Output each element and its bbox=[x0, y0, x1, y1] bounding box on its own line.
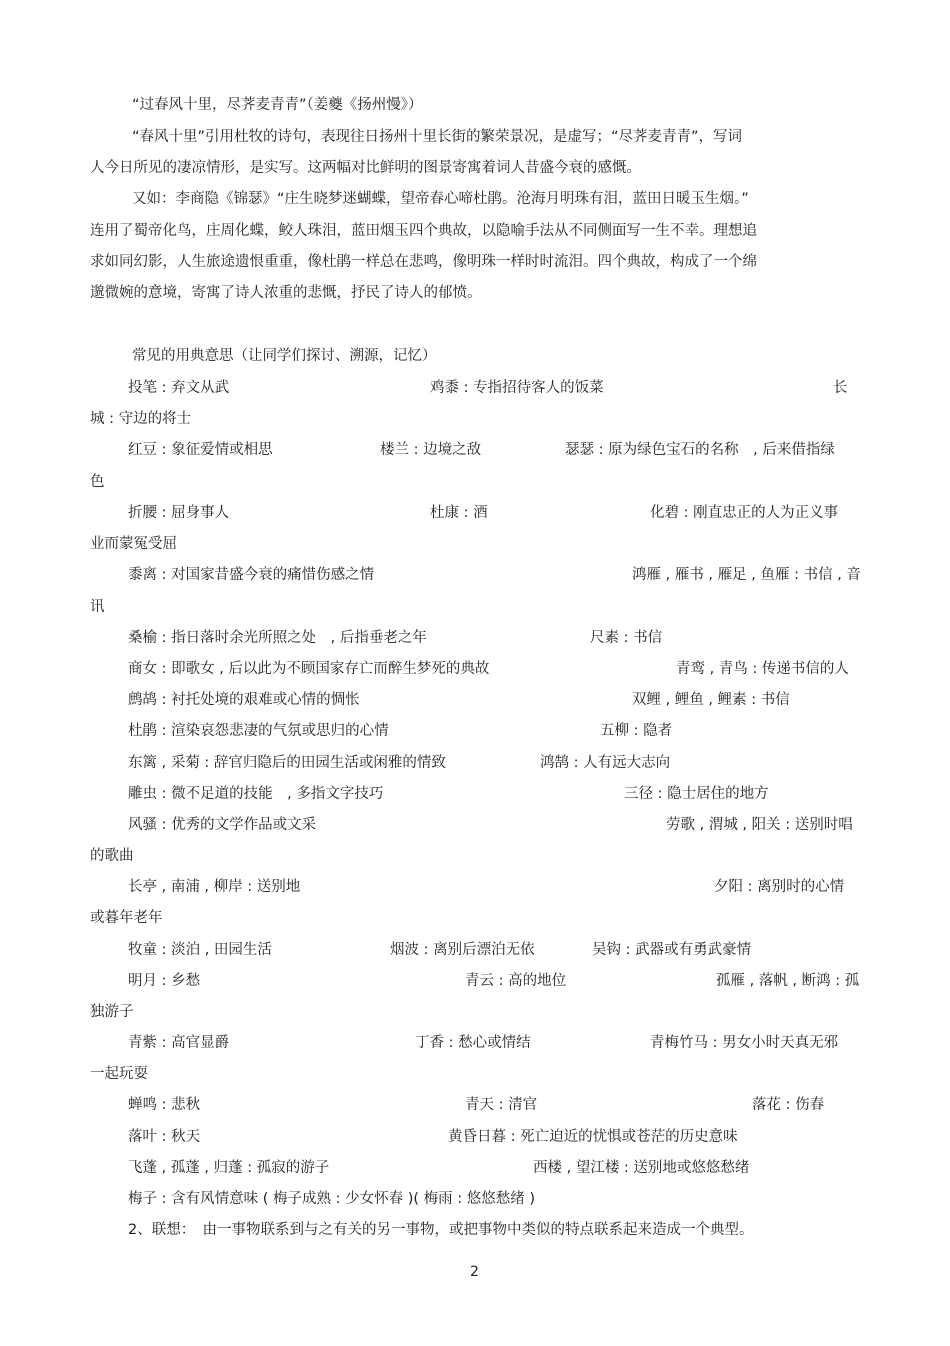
allusion-entry-wrap: 独游子 bbox=[90, 1004, 134, 1020]
intro-line-1: “过春风十里，尽荠麦青青”（姜夔《扬州慢》） bbox=[132, 97, 423, 113]
intro-line-2: “春风十里”引用杜牧的诗句，表现往日扬州十里长街的繁荣景况，是虚写；“尽荠麦青青”，写词 bbox=[132, 129, 743, 145]
allusion-entry: 化碧 : 刚直忠正的人为正义事 bbox=[650, 505, 839, 521]
allusion-entry: 梅子 : 含有风情意味 ( 梅子成熟 : 少女怀春 )( 梅雨 : 悠悠愁绪 ) bbox=[128, 1191, 535, 1207]
allusion-entry: 黍离 : 对国家昔盛今衰的痛惜伤感之情 bbox=[128, 567, 375, 583]
allusion-entry-wrap: 城 : 守边的将士 bbox=[90, 411, 192, 427]
allusion-entry: 桑榆 : 指日落时余光所照之处 , 后指垂老之年 bbox=[128, 630, 427, 646]
allusion-entry: 牧童 : 淡泊 , 田园生活 bbox=[128, 942, 272, 958]
allusion-entry: 蝉鸣 : 悲秋 bbox=[128, 1097, 201, 1113]
allusion-entry: 五柳 : 隐者 bbox=[600, 723, 673, 739]
allusion-entry: 东篱 , 采菊 : 辞官归隐后的田园生活或闲雅的情致 bbox=[128, 755, 446, 771]
allusion-entry: 丁香 : 愁心或情结 bbox=[415, 1035, 531, 1051]
intro-line-5: 连用了蜀帝化鸟，庄周化蝶，鲛人珠泪，蓝田烟玉四个典故，以隐喻手法从不同侧面写一生不幸。理想追 bbox=[90, 223, 757, 239]
allusion-entry: 长亭 , 南浦 , 柳岸 : 送别地 bbox=[128, 879, 301, 895]
allusion-entry: 三径 : 隐士居住的地方 bbox=[624, 786, 769, 802]
allusion-entry: 楼兰 : 边境之敌 bbox=[380, 442, 482, 458]
allusion-entry: 烟波 : 离别后漂泊无依 bbox=[390, 942, 535, 958]
allusion-entry: 劳歌 , 渭城 , 阳关 : 送别时唱 bbox=[666, 817, 853, 833]
list-heading: 常见的用典意思（让同学们探讨、溯源，记忆） bbox=[132, 348, 437, 364]
allusion-entry-wrap: 一起玩耍 bbox=[90, 1066, 148, 1082]
allusion-entry: 落花 : 伤春 bbox=[752, 1097, 825, 1113]
allusion-entry: 青天 : 清官 bbox=[465, 1097, 538, 1113]
allusion-entry-wrap: 或暮年老年 bbox=[90, 910, 163, 926]
allusion-entry: 鸡黍 : 专指招待客人的饭菜 bbox=[430, 380, 604, 396]
allusion-entry: 商女 : 即歌女 , 后以此为不顾国家存亡而醉生梦死的典故 bbox=[128, 661, 490, 677]
allusion-entry: 投笔 : 弃文从武 bbox=[128, 380, 230, 396]
allusion-entry: 风骚 : 优秀的文学作品或文采 bbox=[128, 817, 317, 833]
allusion-entry: 长 bbox=[833, 380, 848, 396]
allusion-entry: 鸿雁 , 雁书 , 雁足 , 鱼雁 : 书信 , 音 bbox=[632, 567, 861, 583]
allusion-entry-wrap: 讯 bbox=[90, 599, 105, 615]
allusion-entry: 鸿鹄 : 人有远大志向 bbox=[540, 755, 671, 771]
intro-line-4: 又如：李商隐《锦瑟》“庄生晓梦迷蝴蝶，望帝春心啼杜鹃。沧海月明珠有泪，蓝田日暖玉生烟。” bbox=[132, 191, 749, 207]
allusion-entry-wrap: 业而蒙冤受屈 bbox=[90, 536, 177, 552]
allusion-entry: 明月 : 乡愁 bbox=[128, 973, 201, 989]
allusion-entry: 红豆 : 象征爱情或相思 bbox=[128, 442, 273, 458]
allusion-entry: 孤雁 , 落帆 , 断鸿 : 孤 bbox=[716, 973, 860, 989]
allusion-entry: 尺素 : 书信 bbox=[590, 630, 663, 646]
allusion-entry: 杜康 : 酒 bbox=[430, 505, 488, 521]
allusion-entry: 雕虫 : 微不足道的技能 , 多指文字技巧 bbox=[128, 786, 384, 802]
allusion-entry: 青梅竹马 : 男女小时天真无邪 bbox=[650, 1035, 839, 1051]
allusion-entry: 鹧鸪 : 衬托处境的艰难或心情的惆怅 bbox=[128, 692, 360, 708]
allusion-entry: 双鲤 , 鲤鱼 , 鲤素 : 书信 bbox=[632, 692, 790, 708]
page-number: 2 bbox=[470, 1264, 479, 1280]
intro-line-6: 求如同幻影，人生旅途遗恨重重，像杜鹃一样总在悲鸣，像明珠一样时时流泪。四个典故，构成了一个绵 bbox=[90, 254, 757, 270]
allusion-entry: 折腰 : 屈身事人 bbox=[128, 505, 230, 521]
allusion-entry: 夕阳 : 离别时的心情 bbox=[714, 879, 845, 895]
allusion-entry-wrap: 色 bbox=[90, 474, 105, 490]
allusion-entry: 青云 : 高的地位 bbox=[465, 973, 567, 989]
allusion-entry: 吴钩 : 武器或有勇武豪情 bbox=[592, 942, 752, 958]
allusion-entry: 瑟瑟 : 原为绿色宝石的名称 , 后来借指绿 bbox=[565, 442, 835, 458]
intro-line-3: 人今日所见的凄凉情形，是实写。这两幅对比鲜明的图景寄寓着词人昔盛今衰的感慨。 bbox=[90, 160, 641, 176]
allusion-entry: 落叶 : 秋天 bbox=[128, 1129, 201, 1145]
allusion-entry: 黄昏日暮 : 死亡迫近的忧惧或苍茫的历史意味 bbox=[448, 1129, 738, 1145]
allusion-entry: 青紫 : 高官显爵 bbox=[128, 1035, 230, 1051]
association-paragraph: 2、联想： 由一事物联系到与之有关的另一事物，或把事物中类似的特点联系起来造成一个典型。 bbox=[128, 1222, 754, 1238]
allusion-entry: 青鸾 , 青鸟 : 传递书信的人 bbox=[676, 661, 849, 677]
allusion-entry: 飞蓬 , 孤蓬 , 归蓬 : 孤寂的游子 bbox=[128, 1160, 330, 1176]
allusion-entry-wrap: 的歌曲 bbox=[90, 848, 134, 864]
intro-line-7: 邈微婉的意境，寄寓了诗人浓重的悲慨，抒民了诗人的郁愤。 bbox=[90, 285, 482, 301]
allusion-entry: 西楼 , 望江楼 : 送别地或悠悠愁绪 bbox=[533, 1160, 750, 1176]
allusion-entry: 杜鹃 : 渲染哀怨悲凄的气氛或思归的心情 bbox=[128, 723, 389, 739]
